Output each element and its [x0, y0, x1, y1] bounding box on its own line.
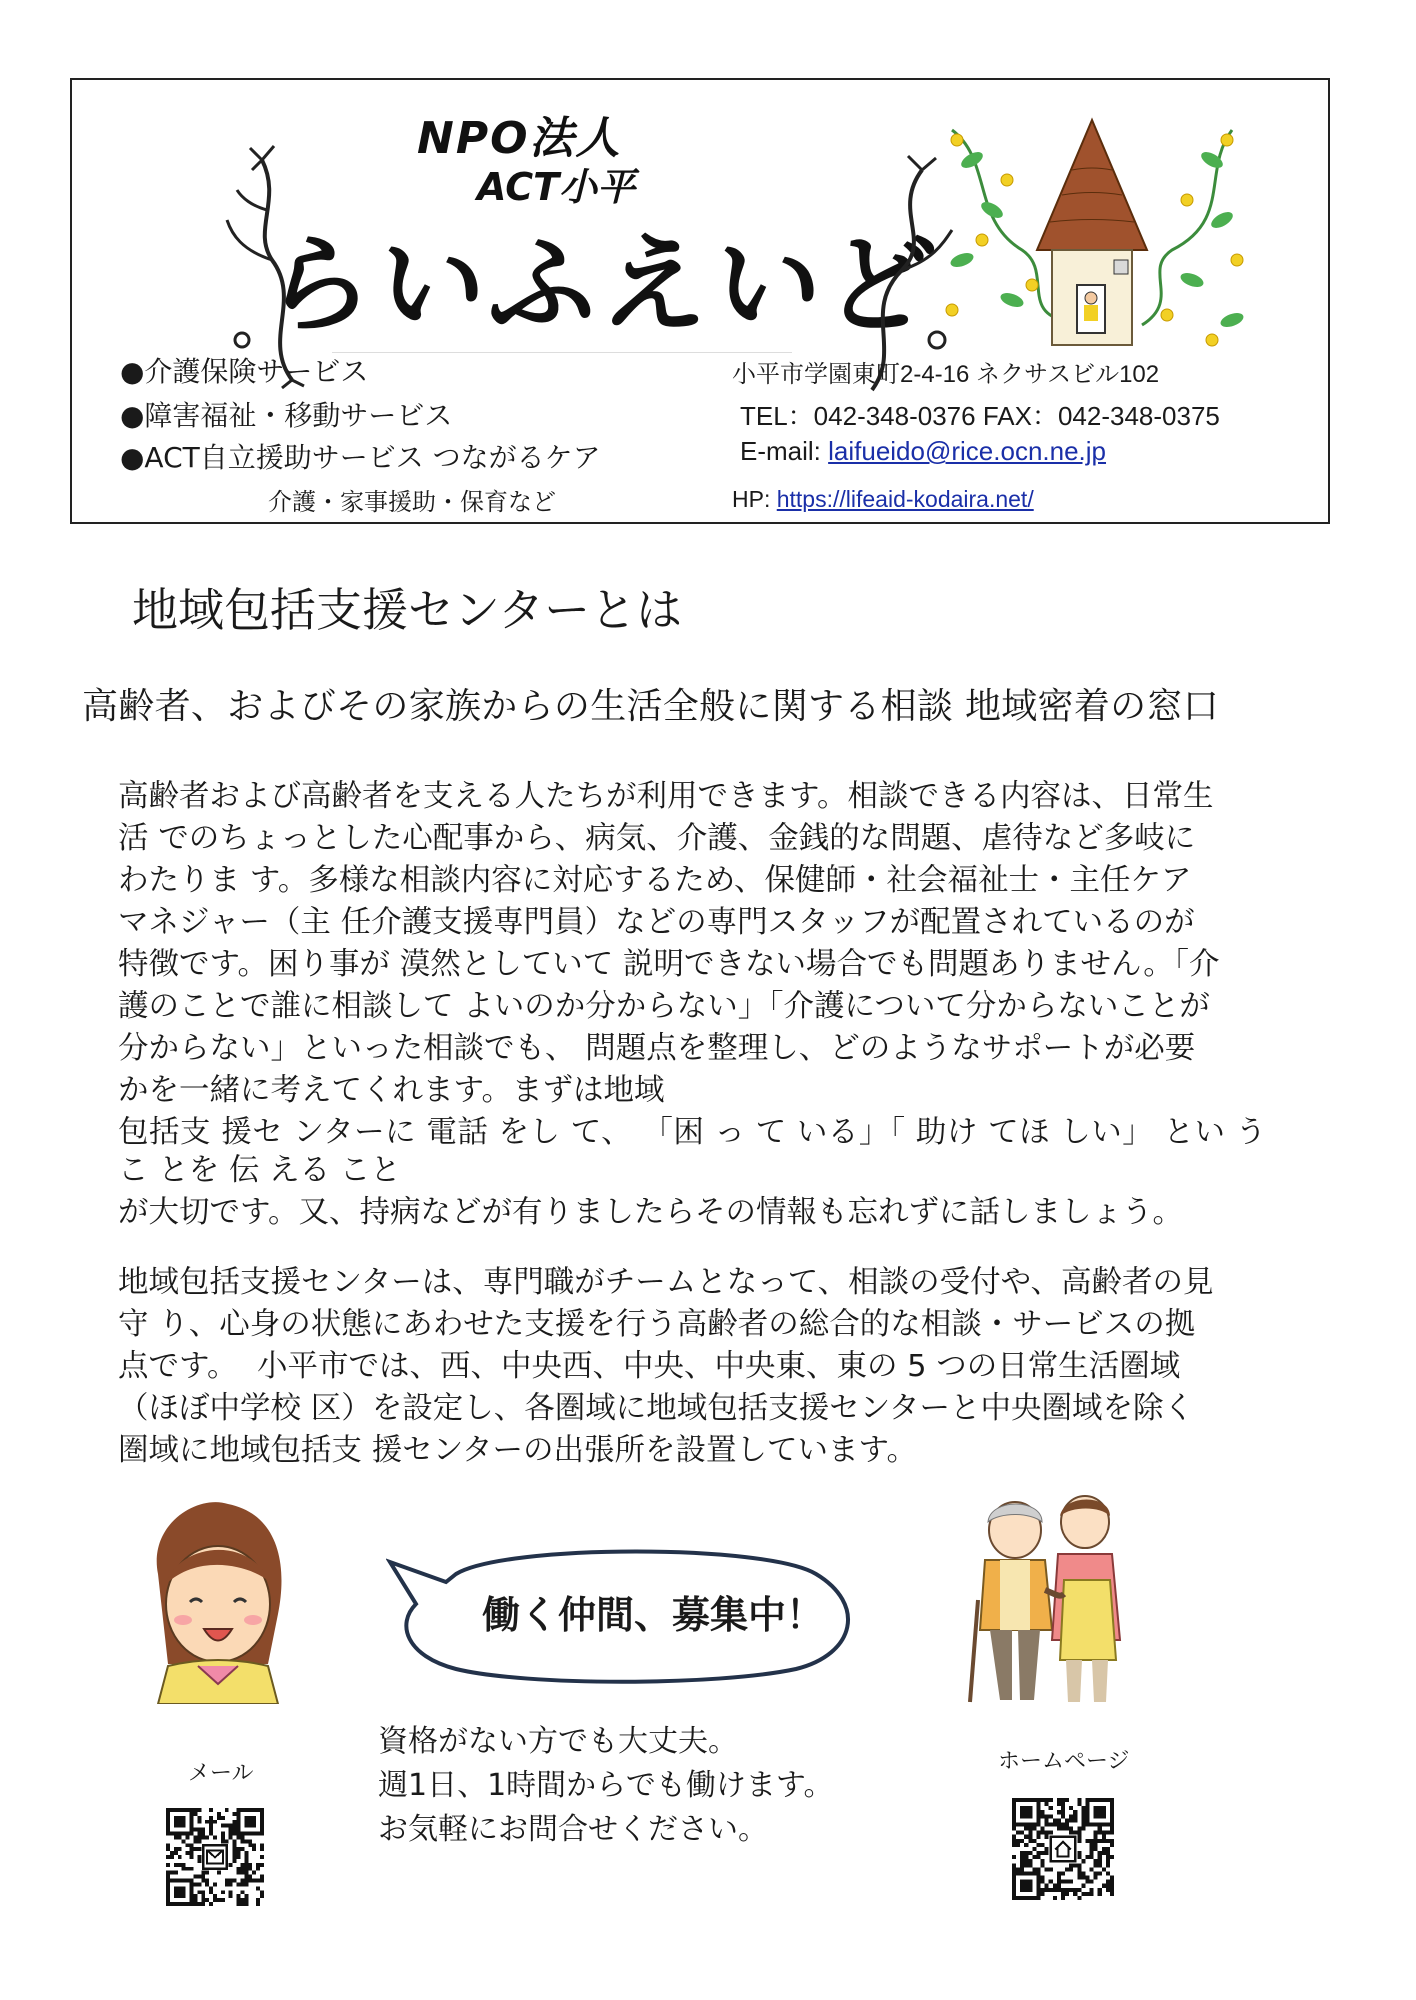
paragraph-line: わたりま す。多様な相談内容に対応するため、保健師・社会福祉士・主任ケア [118, 863, 1192, 898]
paragraph-line: が大切です。又、持病などが有りましたらその情報も忘れずに話しましょう。 [118, 1195, 1184, 1230]
recruit-line: 資格がない方でも大丈夫。 [378, 1724, 738, 1759]
logo-area [72, 80, 1328, 350]
paragraph-line: 地域包括支援センターは、専門職がチームとなって、相談の受付や、高齢者の見 [118, 1265, 1214, 1300]
logo-name-text: らいふえいど [259, 223, 945, 348]
paragraph-line: かを一緒に考えてくれます。まずは地域 [118, 1073, 665, 1108]
logo-act-text: ACT小平 [477, 165, 636, 209]
header-box [70, 78, 1330, 524]
paragraph-line: 特徴です。困り事が 漠然としていて 説明できない場合でも問題ありません。「介 [118, 947, 1220, 982]
homepage-label: HP: [732, 486, 777, 512]
paragraph-line: こ とを 伝 える こと [118, 1153, 401, 1188]
service-item: ●介護保険サービス [120, 355, 369, 388]
paragraph-line: 活 でのちょっとした心配事から、病気、介護、金銭的な問題、虐待など多岐に [118, 821, 1196, 856]
paragraph-line: 点です。 小平市では、西、中央西、中央、中央東、東の 5 つの日常生活圏域 [118, 1349, 1181, 1384]
house-illustration-icon [932, 100, 1252, 360]
service-item: ●障害福祉・移動サービス [120, 399, 453, 432]
staff-woman-illustration-icon [138, 1494, 294, 1704]
qr-mail-label: メール [188, 1761, 254, 1786]
recruit-line: お気軽にお問合せください。 [378, 1812, 768, 1847]
service-item: ●ACT自立援助サービス つながるケア [120, 441, 601, 474]
paragraph-intro [118, 776, 1336, 1234]
page-subtitle: 高齢者、およびその家族からの生活全般に関する相談 地域密着の窓口 [82, 686, 1220, 727]
caregiver-elderly-illustration-icon [960, 1490, 1140, 1710]
email-label: E-mail: [740, 436, 829, 466]
paragraph-line: 包括支 援セ ンターに 電話 をし て、 「困 っ て いる」「 助け てほ しい」 とい う [118, 1115, 1267, 1150]
paragraph-center-info [118, 1262, 1336, 1472]
page-title: 地域包括支援センターとは [132, 583, 683, 637]
phone-fax: TEL：042-348-0376 FAX：042-348-0375 [740, 401, 1220, 431]
header-divider [332, 352, 792, 353]
qr-code-mail-icon[interactable] [166, 1808, 264, 1906]
address: 小平市学園東町2-4-16 ネクサスビル102 [732, 361, 1160, 388]
paragraph-line: 守 り、心身の状態にあわせた支援を行う高齢者の総合的な相談・サービスの拠 [118, 1307, 1196, 1342]
homepage-link[interactable]: https://lifeaid-kodaira.net/ [776, 486, 1034, 512]
paragraph-line: マネジャー（主 任介護支援専門員）などの専門スタッフが配置されているのが [118, 905, 1195, 940]
qr-code-homepage-icon[interactable] [1012, 1798, 1114, 1900]
service-subtext: 介護・家事援助・保育など [268, 488, 556, 516]
paragraph-line: 圏域に地域包括支 援センターの出張所を設置しています。 [118, 1433, 918, 1468]
qr-homepage-label: ホームページ [998, 1749, 1130, 1774]
paragraph-line: 護のことで誰に相談して よいのか分からない」「介護について分からないことが [118, 989, 1210, 1024]
recruit-line: 週1日、1時間からでも働けます。 [378, 1768, 834, 1803]
logo-npo-text: NPO法人 [417, 113, 622, 164]
email-line [740, 436, 1106, 467]
email-link[interactable]: laifueido@rice.ocn.ne.jp [828, 436, 1107, 466]
paragraph-line: 分からない」といった相談でも、 問題点を整理し、どのようなサポートが必要 [118, 1031, 1196, 1066]
paragraph-line: （ほぼ中学校 区）を設定し、各圏域に地域包括支援センターと中央圏域を除く [118, 1391, 1194, 1426]
recruit-headline: 働く仲間、募集中！ [482, 1593, 825, 1637]
homepage-line [732, 486, 1034, 513]
paragraph-line: 高齢者および高齢者を支える人たちが利用できます。相談できる内容は、日常生 [118, 779, 1214, 814]
